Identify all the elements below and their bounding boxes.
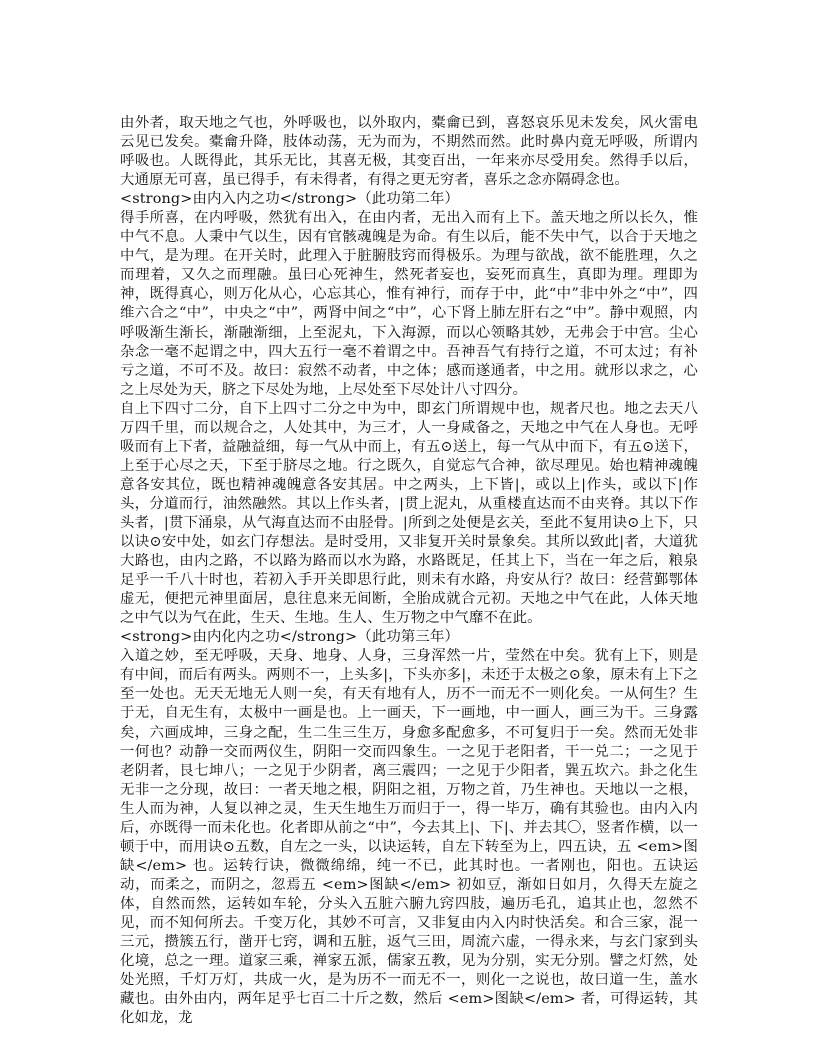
paragraph-2: 得手所喜，在内呼吸，然犹有出入，在由内者，无出入而有上下。盖天地之所以长久，惟中气不息。人秉中气以生，因有官骸魂魄是为命。有生以后，能不失中气，以合于天地之中气，是为理。在开关时，此理入于脏腑肢窍而得极乐。为理与欲战，欲不能胜理，久之而理着，又久之而理融。虽曰心死神生，然死者妄也，妄死而真生，真即为理。理即为神，既得真心，则万化从心，心忘其心，惟有神行，而存于中，此“中”非中外之“中”，四维六合之“中”，中央之“中”，两肾中间之“中”，心下肾上肺左肝右之“中”。静中观照，内呼吸渐生渐长，渐融渐细，上至泥丸，下入海源，而以心领略其妙，无弗会于中宫。尘心杂念一毫不起谓之中，四大五行一毫不着谓之中。吾神吾气有持行之道，不可太过；有补亏之道，不可不及。故曰：寂然不动者，中之体；感而遂通者，中之用。就形以求之，心之上尽处为天，脐之下尽处为地，上尽处至下尽处计八寸四分。	[120, 210, 698, 398]
section-heading-year-two: <strong>由内入内之功</strong>（此功第二年）	[120, 191, 460, 208]
paragraph-4: 入道之妙，至无呼吸，天身、地身、人身，三身浑然一片，莹然在中矣。犹有上下，则是有中间，而后有两头。两则不一，上头多|，下头亦多|，未还于太极之⊙象，原未有上下之至一处也。无天无地无人则一矣，有天有地有人，历不一而无不一则化矣。一从何生？生于无，自无生有，太极中一画是也。上一画天，下一画地，中一画人，画三为干。三身露矣，六画成坤，三身之配，生二生三生万，身愈多配愈多，不可复归于一矣。然而无处非一何也？动静一交而两仪生，阴阳一交而四象生。一之见于老阳者，干一兑二；一之见于老阴者，艮七坤八；一之见于少阴者，离三震四；一之见于少阳者，巽五坎六。卦之化生无非一之分现，故曰：一者天地之根，阴阳之祖，万物之首，乃生神也。天地以一之根，生人而为神，人复以神之灵，生天生地生万而归于一，得一毕万，确有其验也。由内入内后，亦既得一而未化也。化者即从前之“中”，今去其上|、下|、并去其〇，竖者作横，以一顿于中，而用诀⊙五数，自左之一头，以诀运转，自左下转至为上，四五诀，五 <em>图缺</em> 也。运转行诀，微微绵绵，纯一不已，此其时也。一者刚也，阳也。五诀运动，而柔之，而阴之，忽焉五 <em>图缺</em> 初如豆，渐如日如月，久得天左旋之体，自然而然，运转如车轮，分头入五脏六腑九窍四肢，遍历毛孔，追其止也，忽然不见，而不知何所去。千变万化，其妙不可言，又非复由内入内时快活矣。和合三家，混一三元，攒簇五行，凿开七窍，调和五脏，返气三田，周流六虚，一得永来，与玄门家到头化境，总之一理。道家三乘，禅家五派，儒家五教，见为分别，实无分别。譬之灯然，处处光照，千灯万灯，共成一火，是为历不一而无不一，则化一之说也，故曰道一生，盖水藏也。由外由内，两年足乎七百二十斤之数，然后 <em>图缺</em> 者，可得运转，其化如龙，龙	[120, 648, 698, 1027]
section-heading-year-three: <strong>由内化内之功</strong>（此功第三年）	[120, 629, 460, 646]
paragraph-3: 自上下四寸二分，自下上四寸二分之中为中，即玄门所谓规中也，规者尺也。地之去天八万四千里，而以规合之，人处其中，为三才，人一身咸备之，天地之中气在人身也。无呼吸而有上下者，益融益细，每一气从中而上，有五⊙送上，每一气从中而下，有五⊙送下，上至于心尽之天，下至于脐尽之地。行之既久，自觉忘气合神，欲尽理见。始也精神魂魄意各安其位，既也精神魂魄意各安其居。中之两头，上下皆|，或以上|作头，或以下|作头，分道而行，油然融然。其以上作头者，|贯上泥丸，从重楼直达而不由夹脊。其以下作头者，|贯下涌泉，从气海直达而不由胫骨。|所到之处便是玄关，至此不复用诀⊙上下，只以诀⊙安中处，如玄门存想法。是时受用，又非复开关时景象矣。其所以致此|者，大道犹大路也，由内之路，不以路为路而以水为路，水路既足，任其上下，当在一年之后，粮泉足乎一千八十时也，若初入手开关即思行此，则未有水路，舟安从行？故曰：经营鄞鄂体虚无，便把元神里面居，息往息来无间断，全胎成就合元初。天地之中气在此，人体天地之中气以为气在此，生天、生地。生人、生万物之中气靡不在此。	[120, 400, 698, 627]
paragraph-1: 由外者，取天地之气也，外呼吸也，以外取内，橐龠已到，喜怒哀乐见未发矣，风火雷电云见已发矣。橐龠升降，肢体动荡，无为而为，不期然而然。此时鼻内竟无呼吸，所谓内呼吸也。人既得此，其乐无比，其喜无极，其变百出，一年来亦尽受用矣。然得手以后，大通原无可喜，虽已得手，有未得者，有得之更无穷者，喜乐之念亦隔碍念也。	[120, 115, 698, 189]
